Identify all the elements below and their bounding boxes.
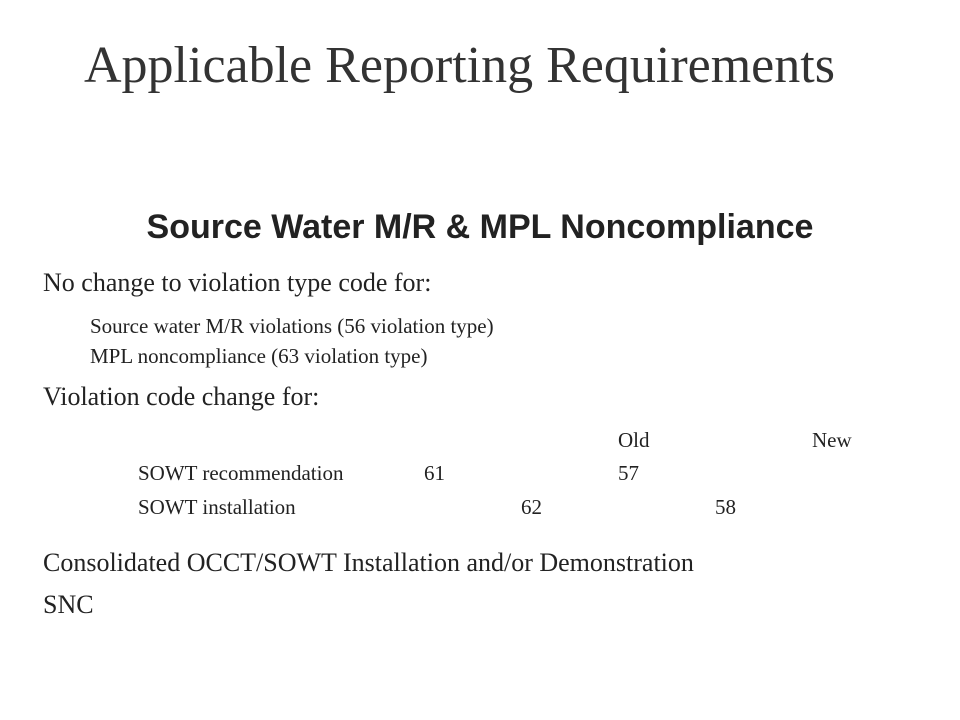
- table-row-old: 61: [424, 461, 445, 485]
- sub-bullet-source-water: Source water M/R violations (56 violation type): [90, 314, 494, 338]
- bullet-consolidated-line1: Consolidated OCCT/SOWT Installation and/or Demonstration: [43, 548, 694, 577]
- sub-bullet-mpl: MPL noncompliance (63 violation type): [90, 344, 428, 368]
- table-row-name: SOWT recommendation: [138, 461, 344, 485]
- table-row-name: SOWT installation: [138, 495, 296, 519]
- bullet-consolidated-line2: SNC: [43, 590, 94, 619]
- table-header-new: New: [812, 428, 852, 452]
- table-row-new: 57: [618, 461, 639, 485]
- slide-subtitle: Source Water M/R & MPL Noncompliance: [146, 208, 814, 246]
- table-header-old: Old: [618, 428, 650, 452]
- bullet-violation-code-change: Violation code change for:: [43, 382, 320, 411]
- table-row-new: 58: [715, 495, 736, 519]
- slide-title: Applicable Reporting Requirements: [84, 37, 835, 94]
- bullet-no-change: No change to violation type code for:: [43, 268, 432, 297]
- table-row-old: 62: [521, 495, 542, 519]
